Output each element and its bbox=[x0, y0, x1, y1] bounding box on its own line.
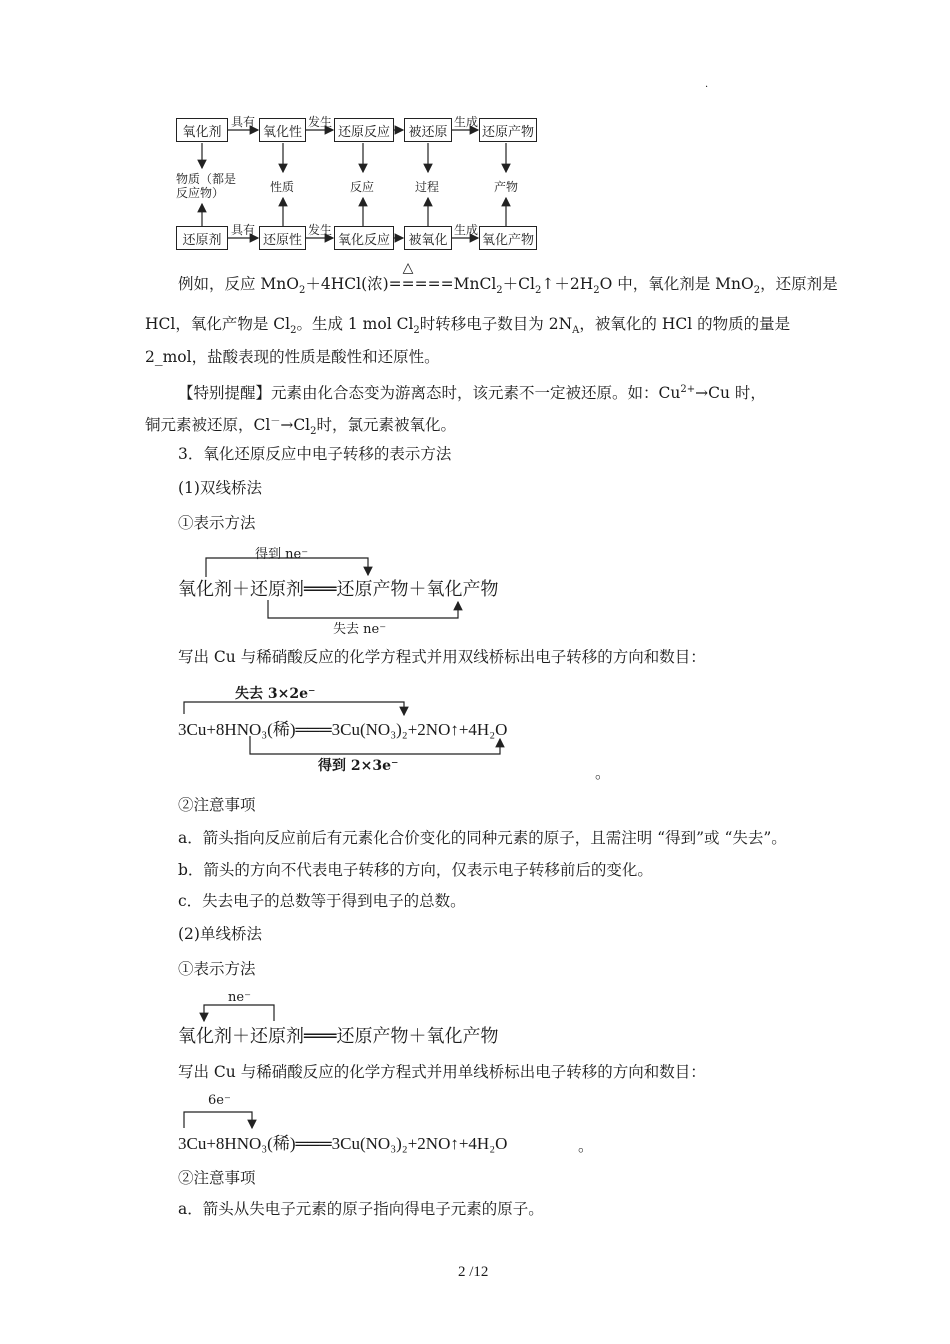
double-cu-period: 。 bbox=[595, 764, 611, 782]
arrow-label-occurs-bottom: 发生 bbox=[308, 223, 333, 237]
box-oxidized: 被氧化 bbox=[404, 226, 452, 250]
example-line-1: 例如，反应 MnO$_2$＋4HCl(浓) △ $=====MnCl_2+Cl_2↑+2H_2O$ 中，氧化剂是 MnO$_2$，还原剂是 bbox=[178, 260, 838, 296]
box-reducing-property: 还原性 bbox=[259, 226, 306, 250]
double-note-a: a．箭头指向反应前后有元素化合价变化的同种元素的原子，且需注明 “得到”或 “失去”。 bbox=[178, 829, 787, 847]
example-line-2: HCl，氧化产物是 $Cl_2$。生成 1 mol $Cl_2$时转移电子数目为 $2N_A$，被氧化的 HCl 的物质的量是 bbox=[145, 315, 791, 336]
label-reaction: 反应 bbox=[350, 180, 375, 194]
double-bridge-heading: (1)双线桥法 bbox=[178, 479, 262, 497]
double-notes-heading: ②注意事项 bbox=[178, 796, 256, 814]
section-3-heading: 3．氧化还原反应中电子转移的表示方法 bbox=[178, 445, 452, 463]
tip-line-1: 【特别提醒】元素由化合态变为游离态时，该元素不一定被还原。如：$Cu^{2+}\to Cu$ 时， bbox=[178, 384, 766, 402]
box-oxidant: 氧化剂 bbox=[176, 118, 228, 142]
box-oxidation-product: 氧化产物 bbox=[479, 226, 537, 250]
double-note-c: c．失去电子的总数等于得到电子的总数。 bbox=[178, 892, 466, 910]
concept-flow-diagram bbox=[0, 0, 950, 260]
arrow-label-has-bottom: 具有 bbox=[231, 223, 256, 237]
double-task: 写出 Cu 与稀硝酸反应的化学方程式并用双线桥标出电子转移的方向和数目： bbox=[178, 648, 706, 666]
arrow-label-generates-top: 生成 bbox=[454, 115, 479, 129]
label-process: 过程 bbox=[415, 180, 440, 194]
single-label: ne⁻ bbox=[228, 990, 251, 1005]
single-cu-equation: 3Cu+8HNO₃(稀)═══3Cu(NO₃)₂+2NO↑+4H₂O bbox=[178, 1134, 508, 1153]
single-bridge-subheading: ①表示方法 bbox=[178, 960, 256, 978]
arrow-label-generates-bottom: 生成 bbox=[454, 223, 479, 237]
double-top-label: 得到 ne⁻ bbox=[255, 547, 309, 562]
single-task: 写出 Cu 与稀硝酸反应的化学方程式并用单线桥标出电子转移的方向和数目： bbox=[178, 1063, 706, 1081]
box-reduction-product: 还原产物 bbox=[479, 118, 537, 142]
double-bridge-subheading: ①表示方法 bbox=[178, 514, 256, 532]
box-reduced: 被还原 bbox=[404, 118, 452, 142]
box-oxidation-reaction: 氧化反应 bbox=[334, 226, 394, 250]
tip-line-2: 铜元素被还原，$Cl^-\to Cl_2$时，氯元素被氧化。 bbox=[145, 416, 457, 437]
single-bridge-generic-arrow bbox=[170, 985, 370, 1025]
label-substance: 物质（都是 反应物） bbox=[176, 172, 237, 200]
box-reductant: 还原剂 bbox=[176, 226, 228, 250]
double-generic-equation: 氧化剂＋还原剂═══还原产物＋氧化产物 bbox=[178, 579, 499, 600]
example-line-3: 2_mol，盐酸表现的性质是酸性和还原性。 bbox=[145, 348, 440, 366]
single-note-a: a．箭头从失电子元素的原子指向得电子元素的原子。 bbox=[178, 1200, 544, 1218]
top-dot: · bbox=[705, 82, 709, 93]
single-cu-label: 6e⁻ bbox=[208, 1093, 231, 1108]
label-product: 产物 bbox=[494, 180, 519, 194]
heating-triangle: △ bbox=[402, 260, 414, 276]
arrow-label-occurs-top: 发生 bbox=[308, 115, 333, 129]
double-cu-top-label: 失去 3×2e⁻ bbox=[235, 686, 316, 702]
label-property: 性质 bbox=[270, 180, 295, 194]
double-bottom-label: 失去 ne⁻ bbox=[333, 622, 387, 637]
single-generic-equation: 氧化剂＋还原剂═══还原产物＋氧化产物 bbox=[178, 1026, 499, 1047]
box-reduction-reaction: 还原反应 bbox=[334, 118, 394, 142]
single-notes-heading: ②注意事项 bbox=[178, 1169, 256, 1187]
arrow-label-has-top: 具有 bbox=[231, 115, 256, 129]
box-oxidizing-property: 氧化性 bbox=[259, 118, 306, 142]
single-cu-period: 。 bbox=[578, 1137, 594, 1155]
double-note-b: b．箭头的方向不代表电子转移的方向，仅表示电子转移前后的变化。 bbox=[178, 861, 653, 879]
double-cu-bottom-label: 得到 2×3e⁻ bbox=[318, 758, 399, 774]
single-bridge-heading: (2)单线桥法 bbox=[178, 925, 262, 943]
double-cu-equation: 3Cu+8HNO₃(稀)═══3Cu(NO₃)₂+2NO↑+4H₂O bbox=[178, 720, 508, 739]
page-number: 2 /12 bbox=[458, 1264, 489, 1280]
